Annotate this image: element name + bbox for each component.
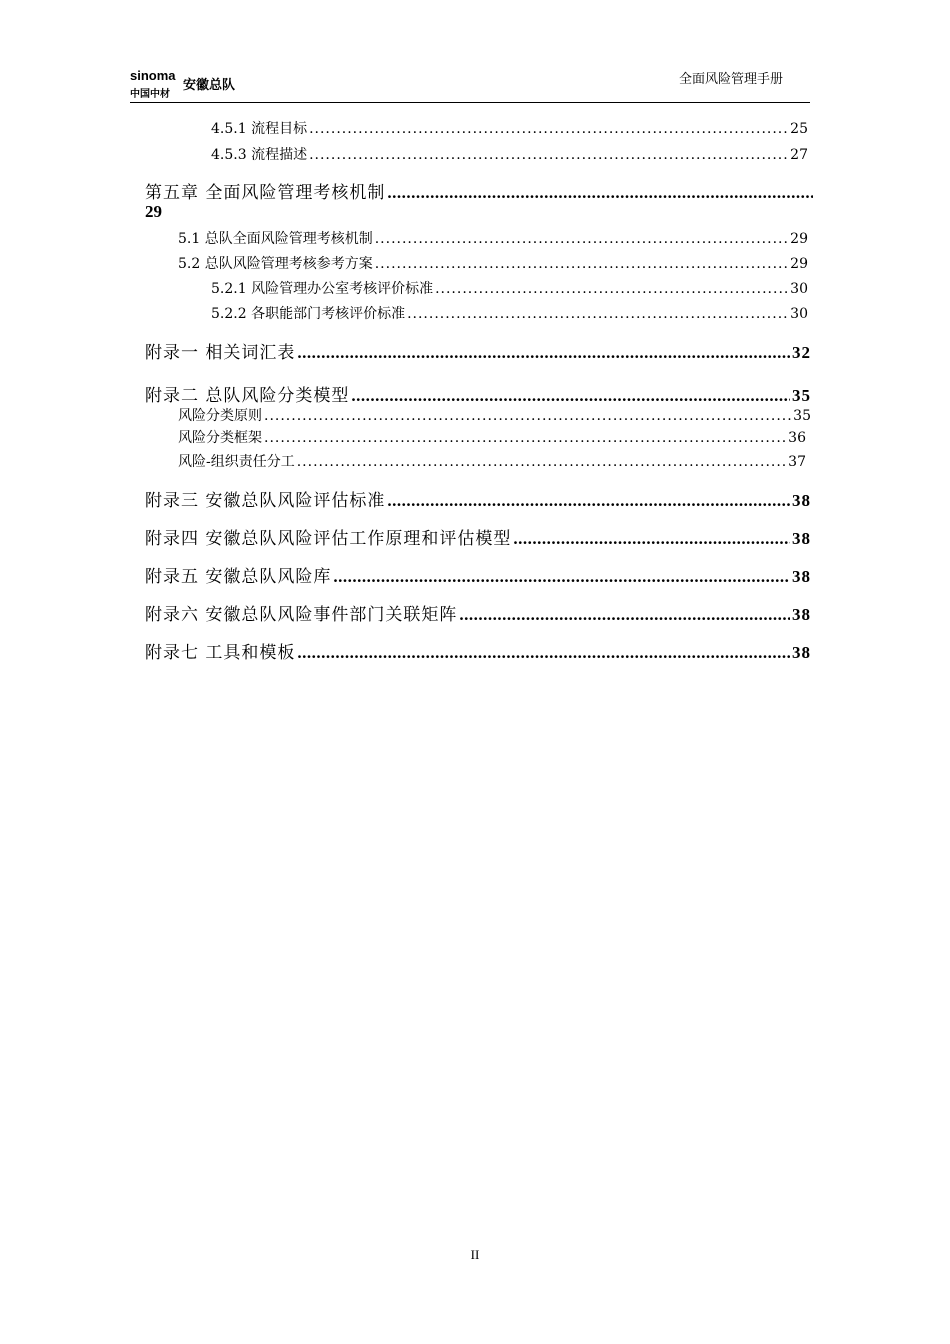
toc-entry-label: 风险-组织责任分工 (178, 454, 295, 470)
toc-entry-label: 4.5.3 流程描述 (211, 147, 308, 163)
toc-entry[interactable] (178, 451, 806, 471)
toc-leader (333, 567, 790, 587)
toc-entry[interactable] (211, 118, 808, 138)
toc-entry[interactable] (178, 228, 808, 248)
toc-leader (309, 147, 788, 163)
toc-entry[interactable] (211, 278, 808, 298)
toc-leader (387, 491, 790, 511)
toc-entry-label: 4.5.1 流程目标 (211, 121, 308, 137)
toc-entry[interactable] (211, 303, 808, 323)
toc-entry-page: 38 (792, 491, 811, 510)
logo-brand: sinoma (130, 68, 176, 83)
toc-entry-page: 27 (790, 147, 808, 163)
toc-leader (375, 231, 788, 247)
toc-entry-page: 30 (790, 306, 808, 322)
toc-entry-page: 38 (792, 605, 811, 624)
toc-entry-label: 5.2.2 各职能部门考核评价标准 (211, 306, 406, 322)
toc-entry-label: 附录六 安徽总队风险事件部门关联矩阵 (145, 605, 458, 625)
toc-leader (297, 643, 790, 663)
toc-entry-page: 38 (792, 643, 811, 662)
toc-appendix-entry[interactable] (145, 562, 811, 587)
header-title: 全面风险管理手册 (678, 72, 783, 87)
toc-appendix-entry[interactable] (145, 600, 811, 625)
logo-name: 安徽总队 (183, 78, 236, 93)
toc-entry-label: 附录二 总队风险分类模型 (145, 386, 350, 406)
toc-entry-page: 35 (792, 386, 811, 405)
toc-entry-page: 36 (788, 430, 806, 446)
company-logo (130, 68, 250, 100)
toc-entry-label: 5.2.1 风险管理办公室考核评价标准 (211, 281, 434, 297)
logo-subtitle: 中国中材 (130, 89, 170, 100)
toc-entry-label: 风险分类框架 (178, 430, 262, 446)
toc-entry-label: 第五章 全面风险管理考核机制 (145, 183, 386, 203)
toc-entry-page: 35 (793, 408, 811, 424)
toc-chapter-entry[interactable] (145, 178, 815, 203)
toc-entry[interactable] (178, 253, 808, 273)
page-number: II (470, 1247, 480, 1262)
toc-leader (435, 281, 788, 297)
toc-entry[interactable] (178, 427, 806, 447)
toc-entry-label: 附录三 安徽总队风险评估标准 (145, 491, 386, 511)
toc-entry-page: 37 (788, 454, 806, 470)
toc-leader (297, 454, 786, 470)
toc-entry[interactable] (211, 144, 808, 164)
toc-appendix-entry[interactable] (145, 638, 811, 663)
toc-leader (387, 183, 813, 203)
toc-appendix-entry[interactable] (145, 486, 811, 511)
toc-leader (351, 386, 790, 406)
toc-leader (309, 121, 788, 137)
header-rule (130, 102, 810, 103)
toc-appendix-entry[interactable] (145, 524, 811, 549)
toc-entry-label: 附录四 安徽总队风险评估工作原理和评估模型 (145, 529, 512, 549)
toc-entry-label: 附录五 安徽总队风险库 (145, 567, 332, 587)
toc-entry-page: 32 (792, 343, 811, 362)
toc-leader (459, 605, 790, 625)
toc-leader (513, 529, 790, 549)
toc-leader (297, 343, 790, 363)
toc-entry-label: 附录一 相关词汇表 (145, 343, 296, 363)
toc-entry-label: 5.2 总队风险管理考核参考方案 (178, 256, 373, 272)
toc-entry-page: 38 (792, 529, 811, 548)
toc-appendix-entry[interactable] (145, 338, 811, 363)
toc-entry-page: 30 (790, 281, 808, 297)
toc-entry-page: 25 (790, 121, 808, 137)
toc-entry[interactable] (178, 405, 811, 425)
toc-leader (264, 408, 791, 424)
toc-entry-page: 29 (790, 256, 808, 272)
toc-entry-label: 5.1 总队全面风险管理考核机制 (178, 231, 373, 247)
toc-appendix-entry[interactable] (145, 381, 811, 406)
toc-entry-label: 附录七 工具和模板 (145, 643, 296, 663)
toc-entry-label: 风险分类原则 (178, 408, 262, 424)
toc-entry-page: 29 (145, 202, 162, 221)
toc-leader (407, 306, 788, 322)
toc-leader (264, 430, 786, 446)
toc-leader (375, 256, 788, 272)
toc-entry-page: 29 (790, 231, 808, 247)
toc-entry-page: 38 (792, 567, 811, 586)
